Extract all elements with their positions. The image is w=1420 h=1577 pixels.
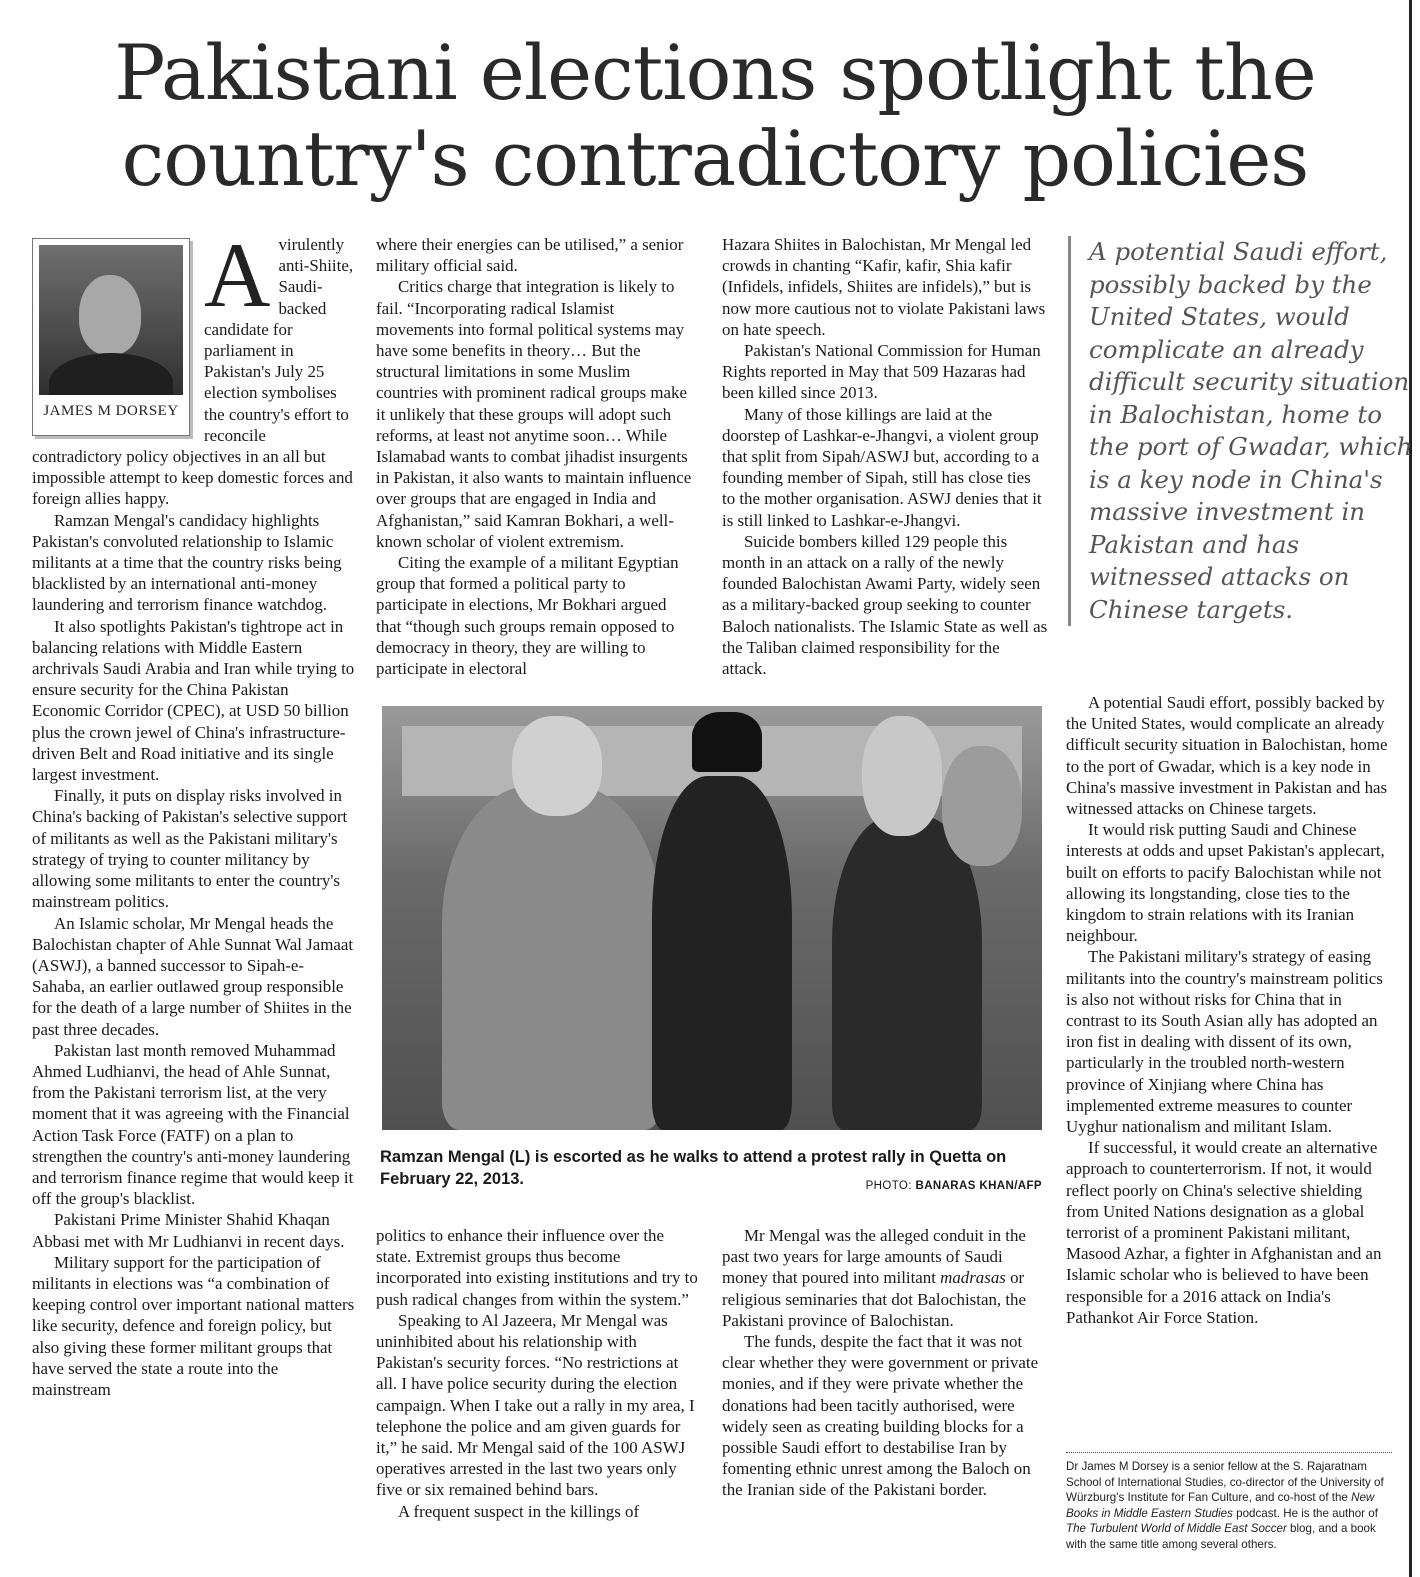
paragraph: It would risk putting Saudi and Chinese interests at odds and upset Pakistan's applecart, built on efforts to pacify Balochistan while not allowing its longstanding, close ties to the kingdom to strain relations with its Iranian neighbour. <box>1066 820 1385 946</box>
paragraph: Citing the example of a militant Egyptian group that formed a political party to participate in elections, Mr Bokhari argued that “though such groups remain opposed to democracy in theory, they are willing to participate in electoral <box>376 553 679 679</box>
column-2-bottom <box>376 1225 702 1522</box>
paragraph: A potential Saudi effort, possibly backed by the United States, would complicate an already difficult security situation in Balochistan, home to the port of Gwadar, which is a key node in China's massive investment in Pakistan and has witnessed attacks on Chinese targets. <box>1066 693 1388 819</box>
paragraph: Military support for the participation of militants in elections was “a combination of keeping control over important national matters like security, defence and foreign policy, but also giving these former militant groups that have served the state a route into the mainstream <box>32 1252 355 1399</box>
column-1 <box>32 224 356 1400</box>
author-name: JAMES M DORSEY <box>43 403 179 419</box>
paragraph: Many of those killings are laid at the doorstep of Lashkar-e-Jhangvi, a violent group that split from Sipah/ASWJ but, according to a founding member of Sipah, still has close ties to the mother organisation. ASWJ denies that it is still linked to Lashkar-e-Jhangvi. <box>722 404 1042 530</box>
column-3-top <box>722 234 1048 679</box>
author-photo-box <box>32 238 190 436</box>
column-2-top <box>376 234 692 679</box>
paragraph: Pakistan last month removed Muhammad Ahmed Ludhianvi, the head of Ahle Sunnat, from the Pakistani terrorism list, at the very moment that it was agreeing with the Financial Action Task Force (FATF) on a plan to strengthen the country's anti-money laundering and terrorism finance regime that would keep it off the group's blacklist. <box>32 1040 354 1209</box>
paragraph: Pakistan's National Commission for Human Rights reported in May that 509 Hazaras had been killed since 2013. <box>722 341 1041 403</box>
dropcap: A <box>204 224 271 326</box>
paragraph: Finally, it puts on display risks involved in China's backing of Pakistan's selective support of militants as well as the Pakistani military's strategy of trying to counter militancy by allowing some militants to enter the country's mainstream politics. <box>32 786 348 912</box>
photo-caption: Ramzan Mengal (L) is escorted as he walks to attend a protest rally in Quetta on February 22, 2013. <box>380 1148 1007 1188</box>
paragraph: Pakistani Prime Minister Shahid Khaqan Abbasi met with Mr Ludhianvi in recent days. <box>32 1210 345 1251</box>
paragraph: Mr Mengal was the alleged conduit in the past two years for large amounts of Saudi money that poured into militant madrasas or religious seminaries that dot Balochistan, the Pakistani province of Balochistan. <box>722 1226 1026 1330</box>
paragraph: Suicide bombers killed 129 people this month in an attack on a rally of the newly founded Balochistan Awami Party, widely seen as a military-backed group seeking to counter Baloch nationalists. The Islamic State as well as the Taliban claimed responsibility for the attack. <box>722 531 1048 679</box>
paragraph: An Islamic scholar, Mr Mengal heads the Balochistan chapter of Ahle Sunnat Wal Jamaat (ASWJ), a banned successor to Sipah-e-Sahaba, an earlier outlawed group responsible for the death of a large number of Shiites in the past three decades. <box>32 913 354 1039</box>
author-bio: Dr James M Dorsey is a senior fellow at the S. Rajaratnam School of International Studies, co-director of the University of Würzburg's Institute for Fan Culture, and co-host of the New Books in Middle Eastern Studies podcast. He is the author of The Turbulent World of Middle East Soccer blog, and a book with the same title among several others. <box>1066 1452 1392 1552</box>
paragraph: Ramzan Mengal's candidacy highlights Pakistan's convoluted relationship to Islamic militants at a time that the country risks being blacklisted by an international anti-money laundering and terrorism finance watchdog. <box>32 510 342 615</box>
paragraph: If successful, it would create an alternative approach to counterterrorism. If not, it would reflect poorly on China's selective shielding from United Nations designation as a global terrorist of a prominent Pakistani militant, Masood Azhar, a fighter in Afghanistan and an Islamic scholar who is believed to have been responsible for a 2016 attack on India's Pathankot Air Force Station. <box>1066 1138 1382 1327</box>
paragraph: Speaking to Al Jazeera, Mr Mengal was uninhibited about his relationship with Pakistan's security forces. “No restrictions at all. I have police security during the election campaign. When I take out a rally in my area, I telephone the police and am given guards for it,” he said. Mr Mengal said of the 100 ASWJ operatives arrested in the last two years only five or six remained behind bars. <box>376 1310 695 1500</box>
paragraph: politics to enhance their influence over the state. Extremist groups thus become incorporated into existing institutions and try to push radical changes from within the system.” <box>376 1226 698 1309</box>
headline: Pakistani elections spotlight the country's contradictory policies <box>114 28 1316 203</box>
paragraph: virulently anti-Shiite, Saudi-backed candidate for parliament in Pakistan's July 25 election symbolises the country's effort to reconcile contradictory policy objectives in an all but impossible attempt to keep domestic forces and foreign allies happy. <box>32 235 354 509</box>
photo-credit <box>846 1180 1042 1192</box>
paragraph: where their energies can be utilised,” a senior military official said. <box>376 235 684 276</box>
author-photo <box>39 245 183 395</box>
podcast-title: New Books in Middle Eastern Studies <box>1066 1491 1375 1520</box>
news-photo <box>382 706 1042 1130</box>
pull-quote: A potential Saudi effort, possibly backed by the United States, would complicate an already difficult security situation in Balochistan, home to the port of Gwadar, which is a key node in China's massive investment in Pakistan and has witnessed attacks on Chinese targets. <box>1068 236 1419 626</box>
credit-label: PHOTO: <box>865 1180 912 1192</box>
paragraph: Critics charge that integration is likely to fail. “Incorporating radical Islamist movements into formal political systems may have some benefits in theory… But the structural limitations in some Muslim countries with prominent radical groups make it unlikely that these groups will adopt such reforms, at least not anytime soon… While Islamabad wants to combat jihadist insurgents in Pakistan, it also wants to maintain influence over groups that are engaged in India and Afghanistan,” said Kamran Bokhari, a well-known scholar of violent extremism. <box>376 277 692 551</box>
paragraph: Hazara Shiites in Balochistan, Mr Mengal led crowds in chanting “Kafir, kafir, Shia kafir (Infidels, infidels, Shiites are infidels),” but is now more cautious not to violate Pakistani laws on hate speech. <box>722 235 1046 339</box>
credit-name: BANARAS KHAN/AFP <box>915 1180 1042 1192</box>
italic-term: madrasas <box>940 1268 1006 1288</box>
paragraph: The funds, despite the fact that it was not clear whether they were government or private monies, and if they were private whether the donations had been tacitly authorised, were widely seen as creating building blocks for a possible Saudi effort to destabilise Iran by fomenting ethnic unrest among the Baloch on the Iranian side of the Pakistani border. <box>722 1332 1039 1500</box>
paragraph: A frequent suspect in the killings of <box>398 1501 640 1521</box>
column-4 <box>1066 692 1392 1328</box>
paragraph: It also spotlights Pakistan's tightrope act in balancing relations with Middle Eastern archrivals Saudi Arabia and Iran while trying to ensure security for the China Pakistan Economic Corridor (CPEC), at USD 50 billion plus the crown jewel of China's infrastructure-driven Belt and Road initiative and its single largest investment. <box>32 616 355 785</box>
column-3-bottom <box>722 1225 1040 1501</box>
paragraph: The Pakistani military's strategy of easing militants into the country's mainstream politics is also not without risks for China that in contrast to its South Asian ally has adopted an iron fist in dealing with dissent of its own, particularly in the troubled north-western province of Xinjiang where China has implemented extreme measures to counter Uyghur nationalism and militant Islam. <box>1066 947 1383 1137</box>
blog-title: The Turbulent World of Middle East Soccer <box>1066 1522 1287 1535</box>
